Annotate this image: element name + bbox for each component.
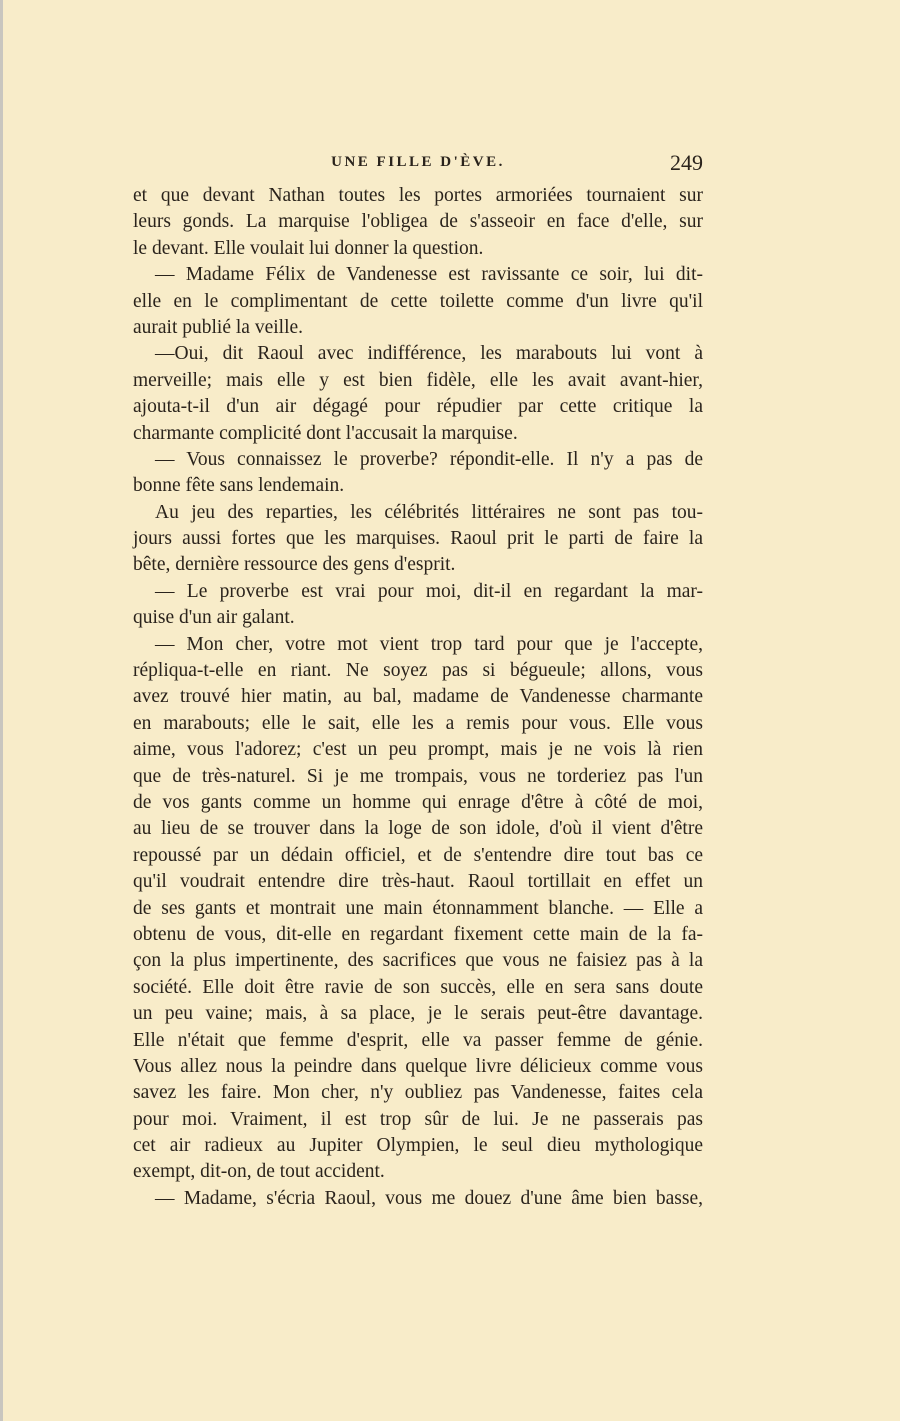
text-line: en marabouts; elle le sait, elle les a remis pour vous. Elle vous [133,712,703,734]
text-line: avez trouvé hier matin, au bal, madame de Vandenesse charmante [133,686,703,708]
body-text [133,183,703,1212]
text-line: — Mon cher, votre mot vient trop tard pour que je l'accepte, [155,633,703,655]
text-line: et que devant Nathan toutes les portes armoriées tournaient sur [133,185,703,206]
text-line: exempt, dit-on, de tout accident. [133,1161,385,1183]
text-line: bonne fête sans lendemain. [133,475,345,497]
page-number: 249 [670,150,703,175]
text-line: répliqua-t-elle en riant. Ne soyez pas si bégueule; allons, vous [133,660,703,682]
text-line: aurait publié la veille. [133,316,304,338]
text-line: çon la plus impertinente, des sacrifices que vous ne faisiez pas à la [133,950,703,972]
text-line: quise d'un air galant. [133,607,295,629]
text-line: leurs gonds. La marquise l'obligea de s'asseoir en face d'elle, sur [133,211,703,233]
text-line: Au jeu des reparties, les célébrités littéraires ne sont pas tou- [155,501,703,523]
text-line: — Madame Félix de Vandenesse est ravissante ce soir, lui dit- [155,264,703,286]
text-line: Vous allez nous la peindre dans quelque livre délicieux comme vous [133,1055,703,1077]
text-line: aime, vous l'adorez; c'est un peu prompt, mais je ne vois là rien [133,739,703,761]
text-line: — Vous connaissez le proverbe? répondit-elle. Il n'y a pas de [155,448,703,470]
text-line: qu'il voudrait entendre dire très-haut. Raoul tortillait en effet un [133,871,703,893]
text-line: un peu vaine; mais, à sa place, je le serais peut-être davantage. [133,1003,703,1025]
text-line: elle en le complimentant de cette toilette comme d'un livre qu'il [133,290,703,312]
text-line: jours aussi fortes que les marquises. Raoul prit le parti de faire la [133,528,703,550]
text-line: — Madame, s'écria Raoul, vous me douez d'une âme bien basse, [155,1187,703,1209]
text-line: Elle n'était que femme d'esprit, elle va passer femme de génie. [133,1029,703,1051]
text-line: —Oui, dit Raoul avec indifférence, les marabouts lui vont à [155,343,703,365]
text-line: de vos gants comme un homme qui enrage d'être à côté de moi, [133,791,703,813]
text-line: bête, dernière ressource des gens d'esprit. [133,554,456,576]
scan-edge [0,0,3,1421]
text-line: charmante complicité dont l'accusait la marquise. [133,422,518,444]
text-line: savez les faire. Mon cher, n'y oubliez pas Vandenesse, faites cela [133,1082,703,1104]
text-line: au lieu de se trouver dans la loge de son idole, d'où il vient d'être [133,818,703,840]
page-header [133,150,703,176]
text-line: merveille; mais elle y est bien fidèle, elle les avait avant-hier, [133,369,703,391]
text-line: de ses gants et montrait une main étonnamment blanche. — Elle a [133,897,703,919]
text-line: pour moi. Vraiment, il est trop sûr de lui. Je ne passerais pas [133,1108,703,1130]
running-title: UNE FILLE D'ÈVE. [331,154,505,170]
text-line: cet air radieux au Jupiter Olympien, le seul dieu mythologique [133,1135,703,1157]
text-line: repoussé par un dédain officiel, et de s'entendre dire tout bas ce [133,844,703,866]
text-line: — Le proverbe est vrai pour moi, dit-il en regardant la mar- [155,580,703,602]
text-line: ajouta-t-il d'un air dégagé pour répudier par cette critique la [133,396,703,418]
text-line: obtenu de vous, dit-elle en regardant fixement cette main de la fa- [133,923,703,945]
text-line: que de très-naturel. Si je me trompais, vous ne torderiez pas l'un [133,765,703,787]
text-line: société. Elle doit être ravie de son succès, elle en sera sans doute [133,976,703,998]
text-line: le devant. Elle voulait lui donner la question. [133,237,484,259]
